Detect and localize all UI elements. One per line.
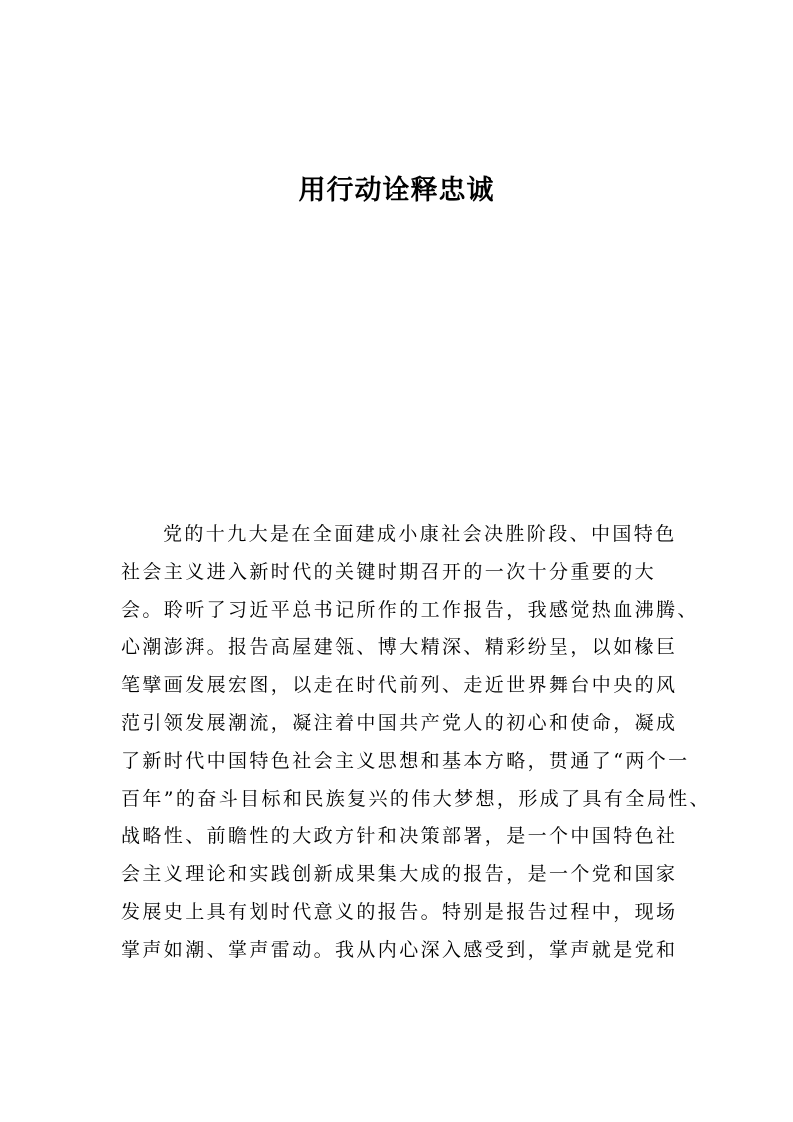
paragraph-line: 会。聆听了习近平总书记所作的工作报告，我感觉热血沸腾、 bbox=[121, 598, 699, 621]
paragraph-line: 心潮澎湃。报告高屋建瓴、博大精深、精彩纷呈，以如椽巨 bbox=[121, 636, 678, 659]
paragraph-line: 了新时代中国特色社会主义思想和基本方略，贯通了“两个一 bbox=[121, 749, 690, 772]
paragraph-line: 会主义理论和实践创新成果集大成的报告，是一个党和国家 bbox=[121, 863, 678, 886]
paragraph-line: 社会主义进入新时代的关键时期召开的一次十分重要的大 bbox=[121, 560, 657, 583]
body-paragraph bbox=[121, 516, 711, 970]
document-title: 用行动诠释忠诚 bbox=[298, 175, 495, 206]
paragraph-line: 发展史上具有划时代意义的报告。特别是报告过程中，现场 bbox=[121, 900, 678, 923]
paragraph-line: 党的十九大是在全面建成小康社会决胜阶段、中国特色 bbox=[163, 523, 677, 545]
paragraph-line: 战略性、前瞻性的大政方针和决策部署，是一个中国特色社 bbox=[121, 825, 678, 848]
paragraph-line: 掌声如潮、掌声雷动。我从内心深入感受到，掌声就是党和 bbox=[121, 938, 678, 961]
paragraph-line: 笔擘画发展宏图，以走在时代前列、走近世界舞台中央的风 bbox=[121, 674, 678, 697]
paragraph-line: 范引领发展潮流，凝注着中国共产党人的初心和使命，凝成 bbox=[121, 711, 678, 734]
paragraph-line: 百年”的奋斗目标和民族复兴的伟大梦想，形成了具有全局性、 bbox=[121, 787, 711, 810]
